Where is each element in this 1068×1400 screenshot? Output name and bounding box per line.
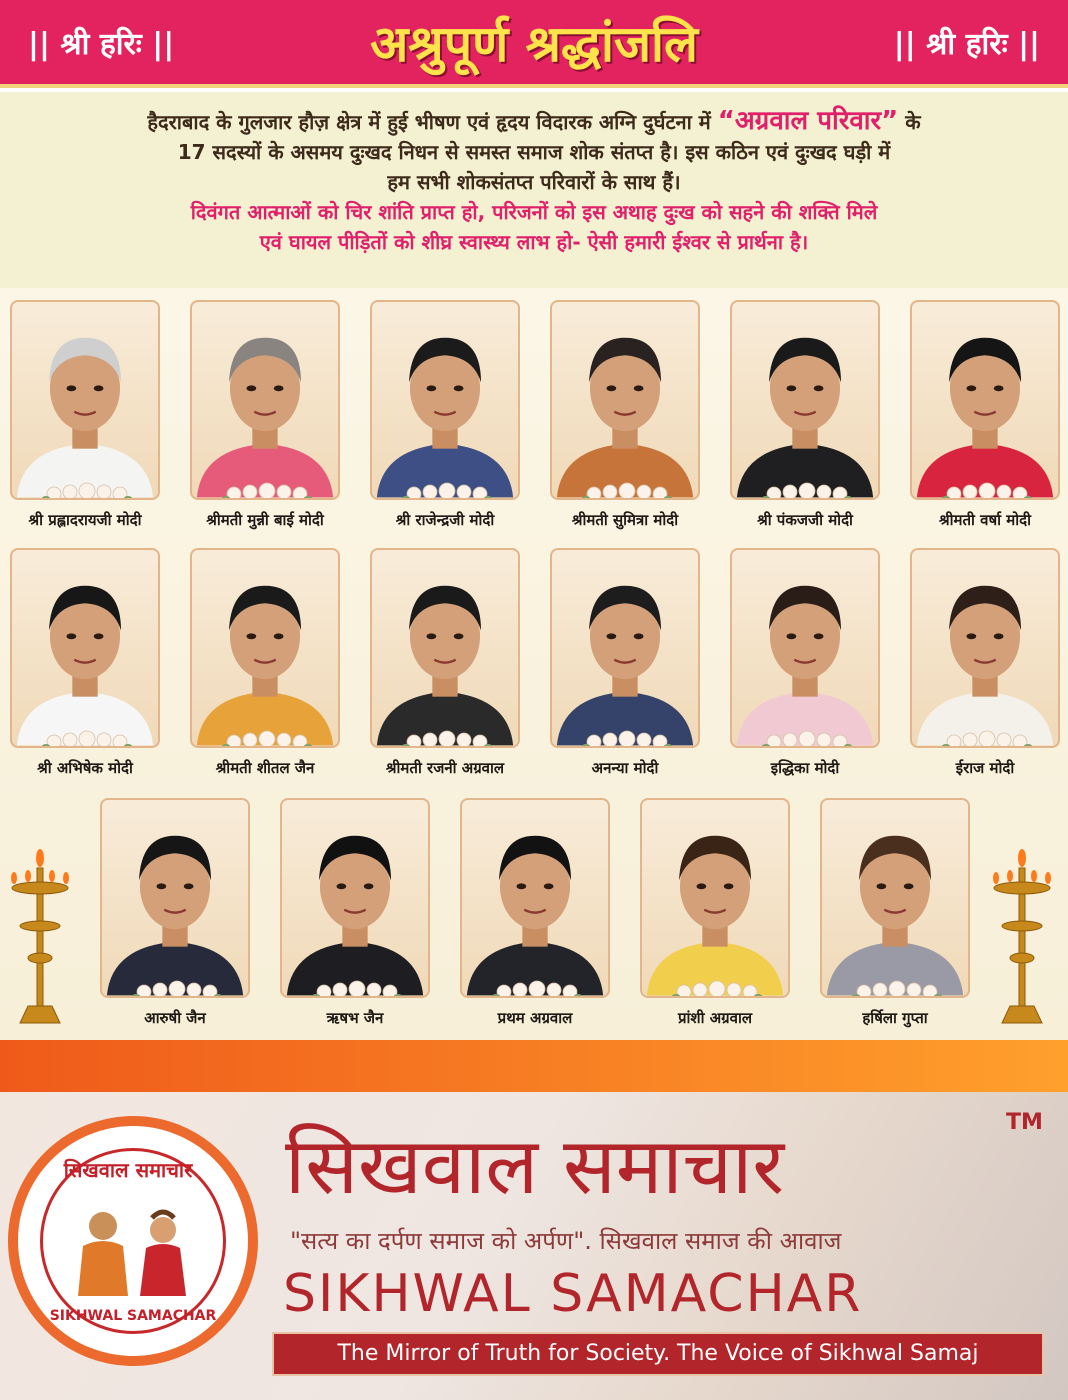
tribute-name: श्री प्रह्लादरायजी मोदी bbox=[28, 511, 142, 529]
tribute-photo bbox=[10, 300, 160, 500]
flower-garland-icon bbox=[42, 480, 132, 500]
right-invocation: || श्री हरिः || bbox=[893, 26, 1040, 62]
portrait-photo bbox=[912, 302, 1058, 498]
tribute-photo bbox=[550, 300, 700, 500]
left-invocation: || श्री हरिः || bbox=[28, 26, 175, 62]
flower-garland-icon bbox=[762, 728, 852, 748]
tribute-photo-grid bbox=[0, 288, 1068, 1040]
message-line-3: हम सभी शोकसंतप्त परिवारों के साथ हैं। bbox=[387, 170, 681, 194]
logo-text-english: SIKHWAL SAMACHAR bbox=[49, 1308, 217, 1324]
flower-garland-icon bbox=[222, 480, 312, 500]
portrait-photo bbox=[102, 800, 248, 996]
family-name-highlight: “अग्रवाल परिवार” bbox=[717, 106, 899, 136]
sage-figures-icon bbox=[58, 1196, 208, 1306]
portrait-photo bbox=[282, 800, 428, 996]
flower-garland-icon bbox=[312, 978, 402, 998]
portrait-photo bbox=[732, 550, 878, 746]
flower-garland-icon bbox=[942, 728, 1032, 748]
condolence-message bbox=[0, 92, 1068, 288]
portrait-photo bbox=[732, 302, 878, 498]
prayer-line-2: एवं घायल पीड़ितों को शीघ्र स्वास्थ्य लाभ हो- ऐसी हमारी ईश्वर से प्रार्थना है। bbox=[259, 230, 809, 254]
prayer-line-1: दिवंगत आत्माओं को चिर शांति प्राप्त हो, परिजनों को इस अथाह दुःख को सहने की शक्ति मिले bbox=[190, 200, 878, 224]
tribute-name: श्रीमती रजनी अग्रवाल bbox=[385, 759, 505, 777]
portrait-photo bbox=[12, 550, 158, 746]
tribute-name: प्रांशी अग्रवाल bbox=[677, 1009, 753, 1027]
portrait-photo bbox=[12, 302, 158, 498]
tribute-photo bbox=[370, 300, 520, 500]
flower-garland-icon bbox=[42, 728, 132, 748]
portrait-photo bbox=[912, 550, 1058, 746]
brand-name-english: SIKHWAL SAMACHAR bbox=[283, 1264, 863, 1324]
tribute-name: श्री अभिषेक मोदी bbox=[37, 759, 133, 777]
tribute-photo bbox=[190, 300, 340, 500]
tribute-name: हर्षिला गुप्ता bbox=[862, 1009, 928, 1027]
sikhwal-samachar-logo bbox=[8, 1116, 258, 1366]
tribute-photo bbox=[100, 798, 250, 998]
portrait-photo bbox=[192, 550, 338, 746]
flower-garland-icon bbox=[762, 480, 852, 500]
tribute-photo bbox=[640, 798, 790, 998]
tribute-name: आरुषी जैन bbox=[144, 1009, 206, 1027]
portrait-photo bbox=[372, 302, 518, 498]
logo-text-hindi: सिखवाल समाचार bbox=[63, 1158, 193, 1182]
tribute-photo bbox=[190, 548, 340, 748]
message-line-2: 17 सदस्यों के असमय दुःखद निधन से समस्त समाज शोक संतप्त है। इस कठिन एवं दुःखद घड़ी में bbox=[177, 140, 891, 164]
tribute-photo bbox=[370, 548, 520, 748]
message-line-1-end: के bbox=[905, 110, 921, 134]
tribute-name: श्रीमती शीतल जैन bbox=[215, 759, 315, 777]
flower-garland-icon bbox=[492, 978, 582, 998]
flower-garland-icon bbox=[222, 728, 312, 748]
flower-garland-icon bbox=[852, 978, 942, 998]
flower-garland-icon bbox=[402, 728, 492, 748]
tribute-name: अनन्या मोदी bbox=[591, 759, 659, 777]
portrait-photo bbox=[642, 800, 788, 996]
flower-garland-icon bbox=[942, 480, 1032, 500]
publisher-footer bbox=[0, 1092, 1068, 1400]
flower-garland-icon bbox=[672, 978, 762, 998]
tribute-photo bbox=[730, 548, 880, 748]
portrait-photo bbox=[462, 800, 608, 996]
portrait-photo bbox=[552, 550, 698, 746]
portrait-photo bbox=[372, 550, 518, 746]
tribute-photo bbox=[10, 548, 160, 748]
tribute-photo bbox=[730, 300, 880, 500]
header-banner bbox=[0, 0, 1068, 88]
page-title: अश्रुपूर्ण श्रद्धांजलि bbox=[370, 14, 698, 73]
message-line-1-text: हैदराबाद के गुलजार हौज़ क्षेत्र में हुई भीषण एवं हृदय विदारक अग्नि दुर्घटना में bbox=[147, 110, 711, 134]
flower-garland-icon bbox=[132, 978, 222, 998]
tagline-hindi: "सत्य का दर्पण समाज को अर्पण". सिखवाल समाज की आवाज bbox=[290, 1227, 842, 1255]
tribute-name: ईराज मोदी bbox=[955, 759, 1015, 777]
tribute-photo bbox=[460, 798, 610, 998]
tribute-name: प्रथम अग्रवाल bbox=[497, 1009, 573, 1027]
tribute-name: श्रीमती सुमित्रा मोदी bbox=[571, 511, 679, 529]
tribute-photo bbox=[910, 300, 1060, 500]
message-line-1 bbox=[18, 106, 1050, 137]
diya-lamp-icon bbox=[8, 848, 72, 1028]
flower-garland-icon bbox=[402, 480, 492, 500]
tribute-name: ऋषभ जैन bbox=[326, 1009, 384, 1027]
flower-garland-icon bbox=[582, 480, 672, 500]
tribute-photo bbox=[910, 548, 1060, 748]
brand-name-hindi: सिखवाल समाचार bbox=[285, 1122, 785, 1212]
tribute-name: श्री पंकजजी मोदी bbox=[757, 511, 853, 529]
tagline-english-banner: The Mirror of Truth for Society. The Voice of Sikhwal Samaj bbox=[272, 1332, 1044, 1376]
tribute-name: श्रीमती मुन्नी बाई मोदी bbox=[206, 511, 324, 529]
tribute-photo bbox=[820, 798, 970, 998]
portrait-photo bbox=[192, 302, 338, 498]
tribute-photo bbox=[280, 798, 430, 998]
tribute-photo bbox=[550, 548, 700, 748]
portrait-photo bbox=[822, 800, 968, 996]
diya-lamp-icon bbox=[990, 848, 1054, 1028]
tribute-name: इद्धिका मोदी bbox=[770, 759, 840, 777]
orange-divider-band bbox=[0, 1040, 1068, 1092]
flower-garland-icon bbox=[582, 728, 672, 748]
portrait-photo bbox=[552, 302, 698, 498]
tribute-name: श्रीमती वर्षा मोदी bbox=[939, 511, 1031, 529]
tribute-name: श्री राजेन्द्रजी मोदी bbox=[395, 511, 495, 529]
trademark-mark: TM bbox=[1006, 1110, 1043, 1135]
